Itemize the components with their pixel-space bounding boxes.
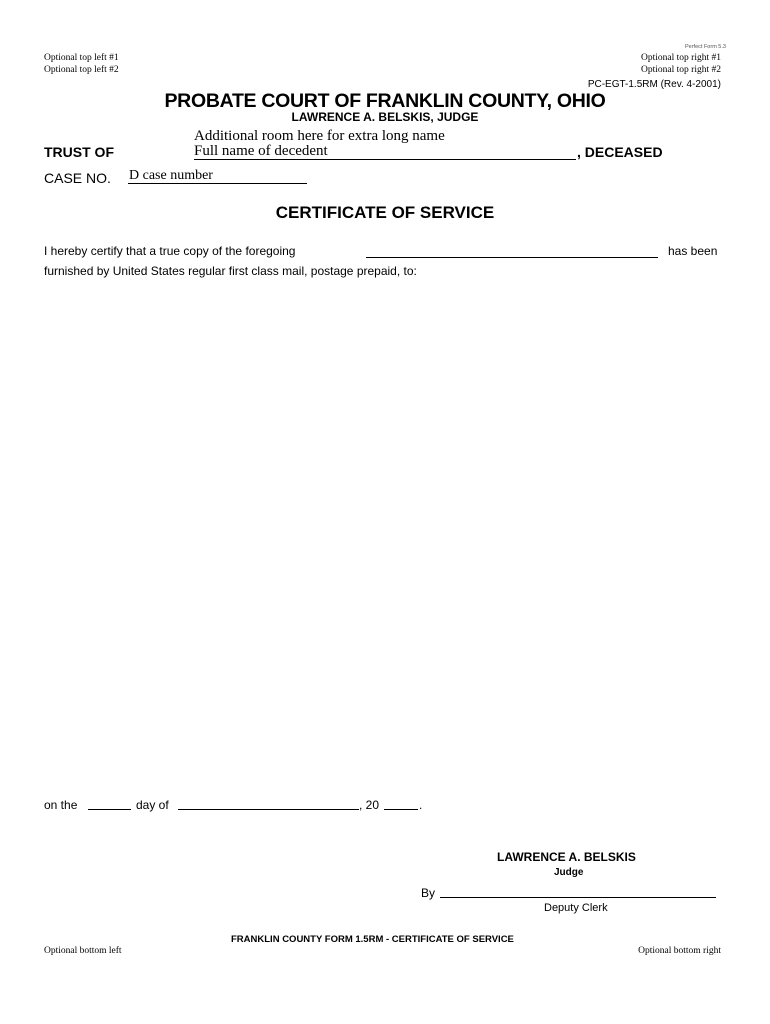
case-number-field[interactable]: D case number <box>129 168 213 183</box>
deceased-label: , DECEASED <box>577 144 663 160</box>
optional-top-right-2[interactable]: Optional top right #2 <box>641 65 721 75</box>
certificate-title: CERTIFICATE OF SERVICE <box>275 203 495 222</box>
certify-text-start: I hereby certify that a true copy of the foregoing <box>44 244 296 258</box>
form-code: PC-EGT-1.5RM (Rev. 4-2001) <box>587 79 721 90</box>
optional-bottom-left[interactable]: Optional bottom left <box>44 946 122 956</box>
foregoing-document-field[interactable] <box>366 257 658 258</box>
deputy-clerk-label: Deputy Clerk <box>544 902 608 914</box>
optional-top-right-1[interactable]: Optional top right #1 <box>641 53 721 63</box>
footer-form-title: FRANKLIN COUNTY FORM 1.5RM - CERTIFICATE OF SERVICE <box>231 934 514 945</box>
month-field[interactable] <box>178 809 359 810</box>
case-no-label: CASE NO. <box>44 170 111 186</box>
by-label: By <box>421 886 436 900</box>
perfect-form-version: Perfect Form 5.3 <box>685 44 726 50</box>
decedent-name-underline <box>194 159 576 160</box>
year-field[interactable] <box>384 809 418 810</box>
deputy-signature-field[interactable] <box>440 897 716 898</box>
signer-name: LAWRENCE A. BELSKIS <box>497 850 636 864</box>
on-the-label: on the <box>44 798 78 812</box>
day-field[interactable] <box>88 809 131 810</box>
trust-of-label: TRUST OF <box>44 144 114 160</box>
day-of-label: day of <box>136 798 169 812</box>
date-period: . <box>419 798 423 812</box>
certify-text-end: has been <box>668 244 718 258</box>
recipients-area[interactable] <box>44 285 724 790</box>
optional-bottom-right[interactable]: Optional bottom right <box>638 946 721 956</box>
court-title: PROBATE COURT OF FRANKLIN COUNTY, OHIO <box>164 90 606 112</box>
decedent-name-field[interactable]: Full name of decedent <box>194 143 328 159</box>
certify-text-line2: furnished by United States regular first class mail, postage prepaid, to: <box>44 264 417 278</box>
optional-top-left-1[interactable]: Optional top left #1 <box>44 53 119 63</box>
case-number-underline <box>128 183 307 184</box>
year-prefix-label: , 20 <box>359 798 380 812</box>
extra-name-field[interactable]: Additional room here for extra long name <box>194 128 445 144</box>
signer-title: Judge <box>554 867 584 878</box>
judge-line: LAWRENCE A. BELSKIS, JUDGE <box>291 110 479 124</box>
optional-top-left-2[interactable]: Optional top left #2 <box>44 65 119 75</box>
